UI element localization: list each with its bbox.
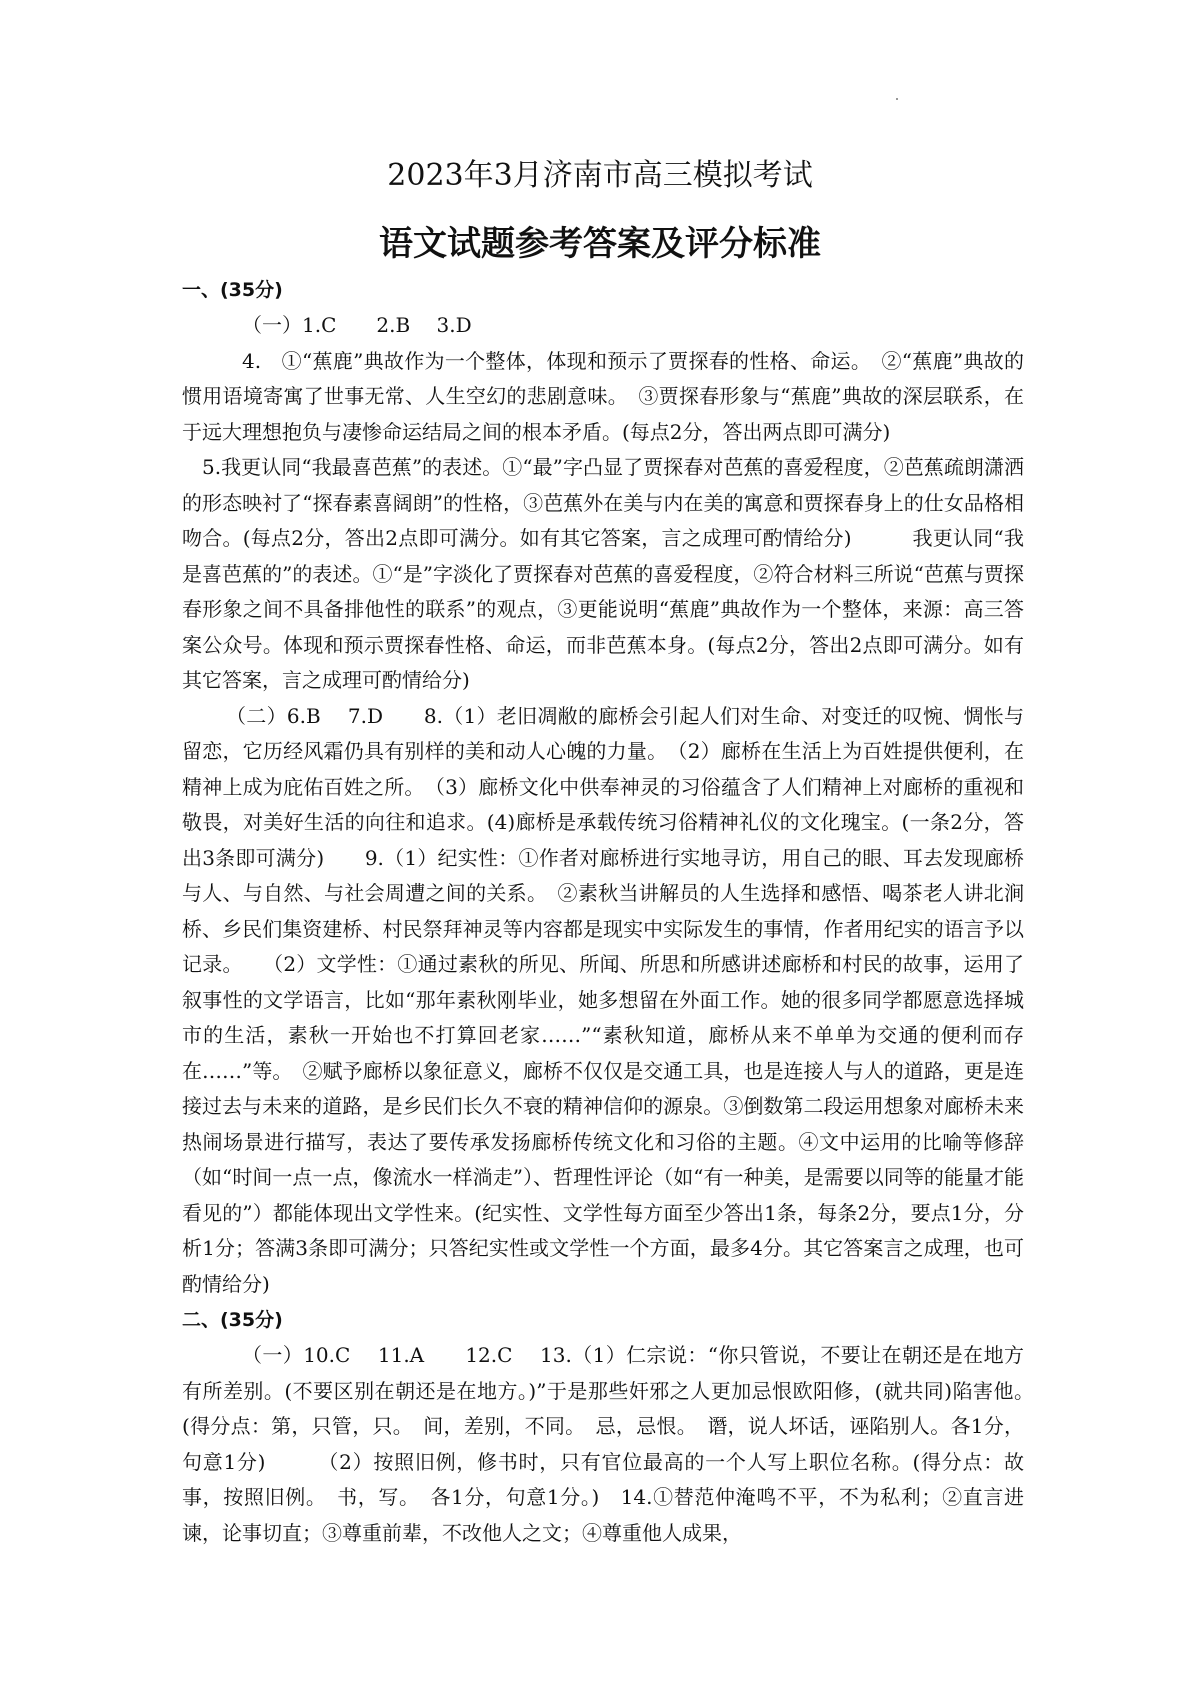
answer-body [182, 272, 1044, 1551]
scan-dot [896, 98, 898, 100]
answers-part2: （二）6.B 7.D 8.（1）老旧凋敝的廊桥会引起人们对生命、对变迁的叹惋、惆怅与留恋，它历经风霜仍具有别样的美和动人心魄的力量。 （2）廊桥在生活上为百姓提供便利，在精神上成为庇佑百姓之所。 （3）廊桥文化中供奉神灵的习俗蕴含了人们精神上对廊桥的重视和敬畏，对美好生活的向往和追求。(4)廊桥是承载传统习俗精神礼仪的文化瑰宝。(一条2分，答出3条即可满分) 9.（1）纪实性：①作者对廊桥进行实地寻访，用自己的眼、耳去发现廊桥与人、与自然、与社会周遭之间的关系。 ②素秋当讲解员的人生选择和感悟、喝茶老人讲北涧桥、乡民们集资建桥、村民祭拜神灵等内容都是现实中实际发生的事情，作者用纪实的语言予以记录。 （2）文学性：①通过素秋的所见、所闻、所思和所感讲述廊桥和村民的故事，运用了叙事性的文学语言，比如“那年素秋刚毕业，她多想留在外面工作。她的很多同学都愿意选择城市的生活，素秋一开始也不打算回老家……”“素秋知道，廊桥从来不单单为交通的便利而存在……”等。 ②赋予廊桥以象征意义，廊桥不仅仅是交通工具，也是连接人与人的道路，更是连接过去与未来的道路，是乡民们长久不衰的精神信仰的源泉。③倒数第二段运用想象对廊桥未来热闹场景进行描写，表达了要传承发扬廊桥传统文化和习俗的主题。④文中运用的比喻等修辞（如“时间一点一点，像流水一样淌走”）、哲理性评论（如“有一种美，是需要以同等的能量才能看见的”）都能体现出文学性来。(纪实性、文学性每方面至少答出1条，每条2分，要点1分，分析1分；答满3条即可满分；只答纪实性或文学性一个方面，最多4分。其它答案言之成理，也可酌情给分) [182, 703, 1024, 1296]
answer-q4: 4. ①“蕉鹿”典故作为一个整体，体现和预示了贾探春的性格、命运。 ②“蕉鹿”典故的惯用语境寄寓了世事无常、人生空幻的悲剧意味。 ③贾探春形象与“蕉鹿”典故的深层联系，在于远大理想抱负与凄惨命运结局之间的根本矛盾。(每点2分，答出两点即可满分) [182, 348, 1024, 444]
section-2-heading: 二、(35分) [182, 1309, 283, 1331]
document-title: 2023年3月济南市高三模拟考试 [387, 158, 813, 193]
section-1-heading: 一、(35分) [182, 279, 283, 301]
answers-1-3: （一）1.C 2.B 3.D [242, 313, 472, 337]
document-subtitle: 语文试题参考答案及评分标准 [379, 224, 821, 264]
answer-q5: 5.我更认同“我最喜芭蕉”的表述。①“最”字凸显了贾探春对芭蕉的喜爱程度，②芭蕉疏朗潇洒的形态映衬了“探春素喜阔朗”的性格，③芭蕉外在美与内在美的寓意和贾探春身上的仕女品格相吻合。(每点2分，答出2点即可满分。如有其它答案，言之成理可酌情给分) 我更认同“我是喜芭蕉的”的表述。①“是”字淡化了贾探春对芭蕉的喜爱程度，②符合材料三所说“芭蕉与贾探春形象之间不具备排他性的联系”的观点，③更能说明“蕉鹿”典故作为一个整体，来源：高三答案公众号。体现和预示贾探春性格、命运，而非芭蕉本身。(每点2分，答出2点即可满分。如有其它答案，言之成理可酌情给分) [182, 455, 1024, 692]
answers-section2-part1: （一）10.C 11.A 12.C 13.（1）仁宗说：“你只管说，不要让在朝还是在地方有所差别。(不要区别在朝还是在地方。)”于是那些奸邪之人更加忌恨欧阳修，(就共同)陷害他。 (得分点：第，只管，只。 间，差别，不同。 忌，忌恨。 谮，说人坏话，诬陷别人。各1分，句意1分) （2）按照旧例，修书时，只有官位最高的一个人写上职位名称。(得分点：故事，按照旧例。 书，写。 各1分，句意1分。) 14.①替范仲淹鸣不平，不为私利；②直言进谏，论事切直；③尊重前辈，不改他人之文；④尊重他人成果， [182, 1343, 1044, 1545]
